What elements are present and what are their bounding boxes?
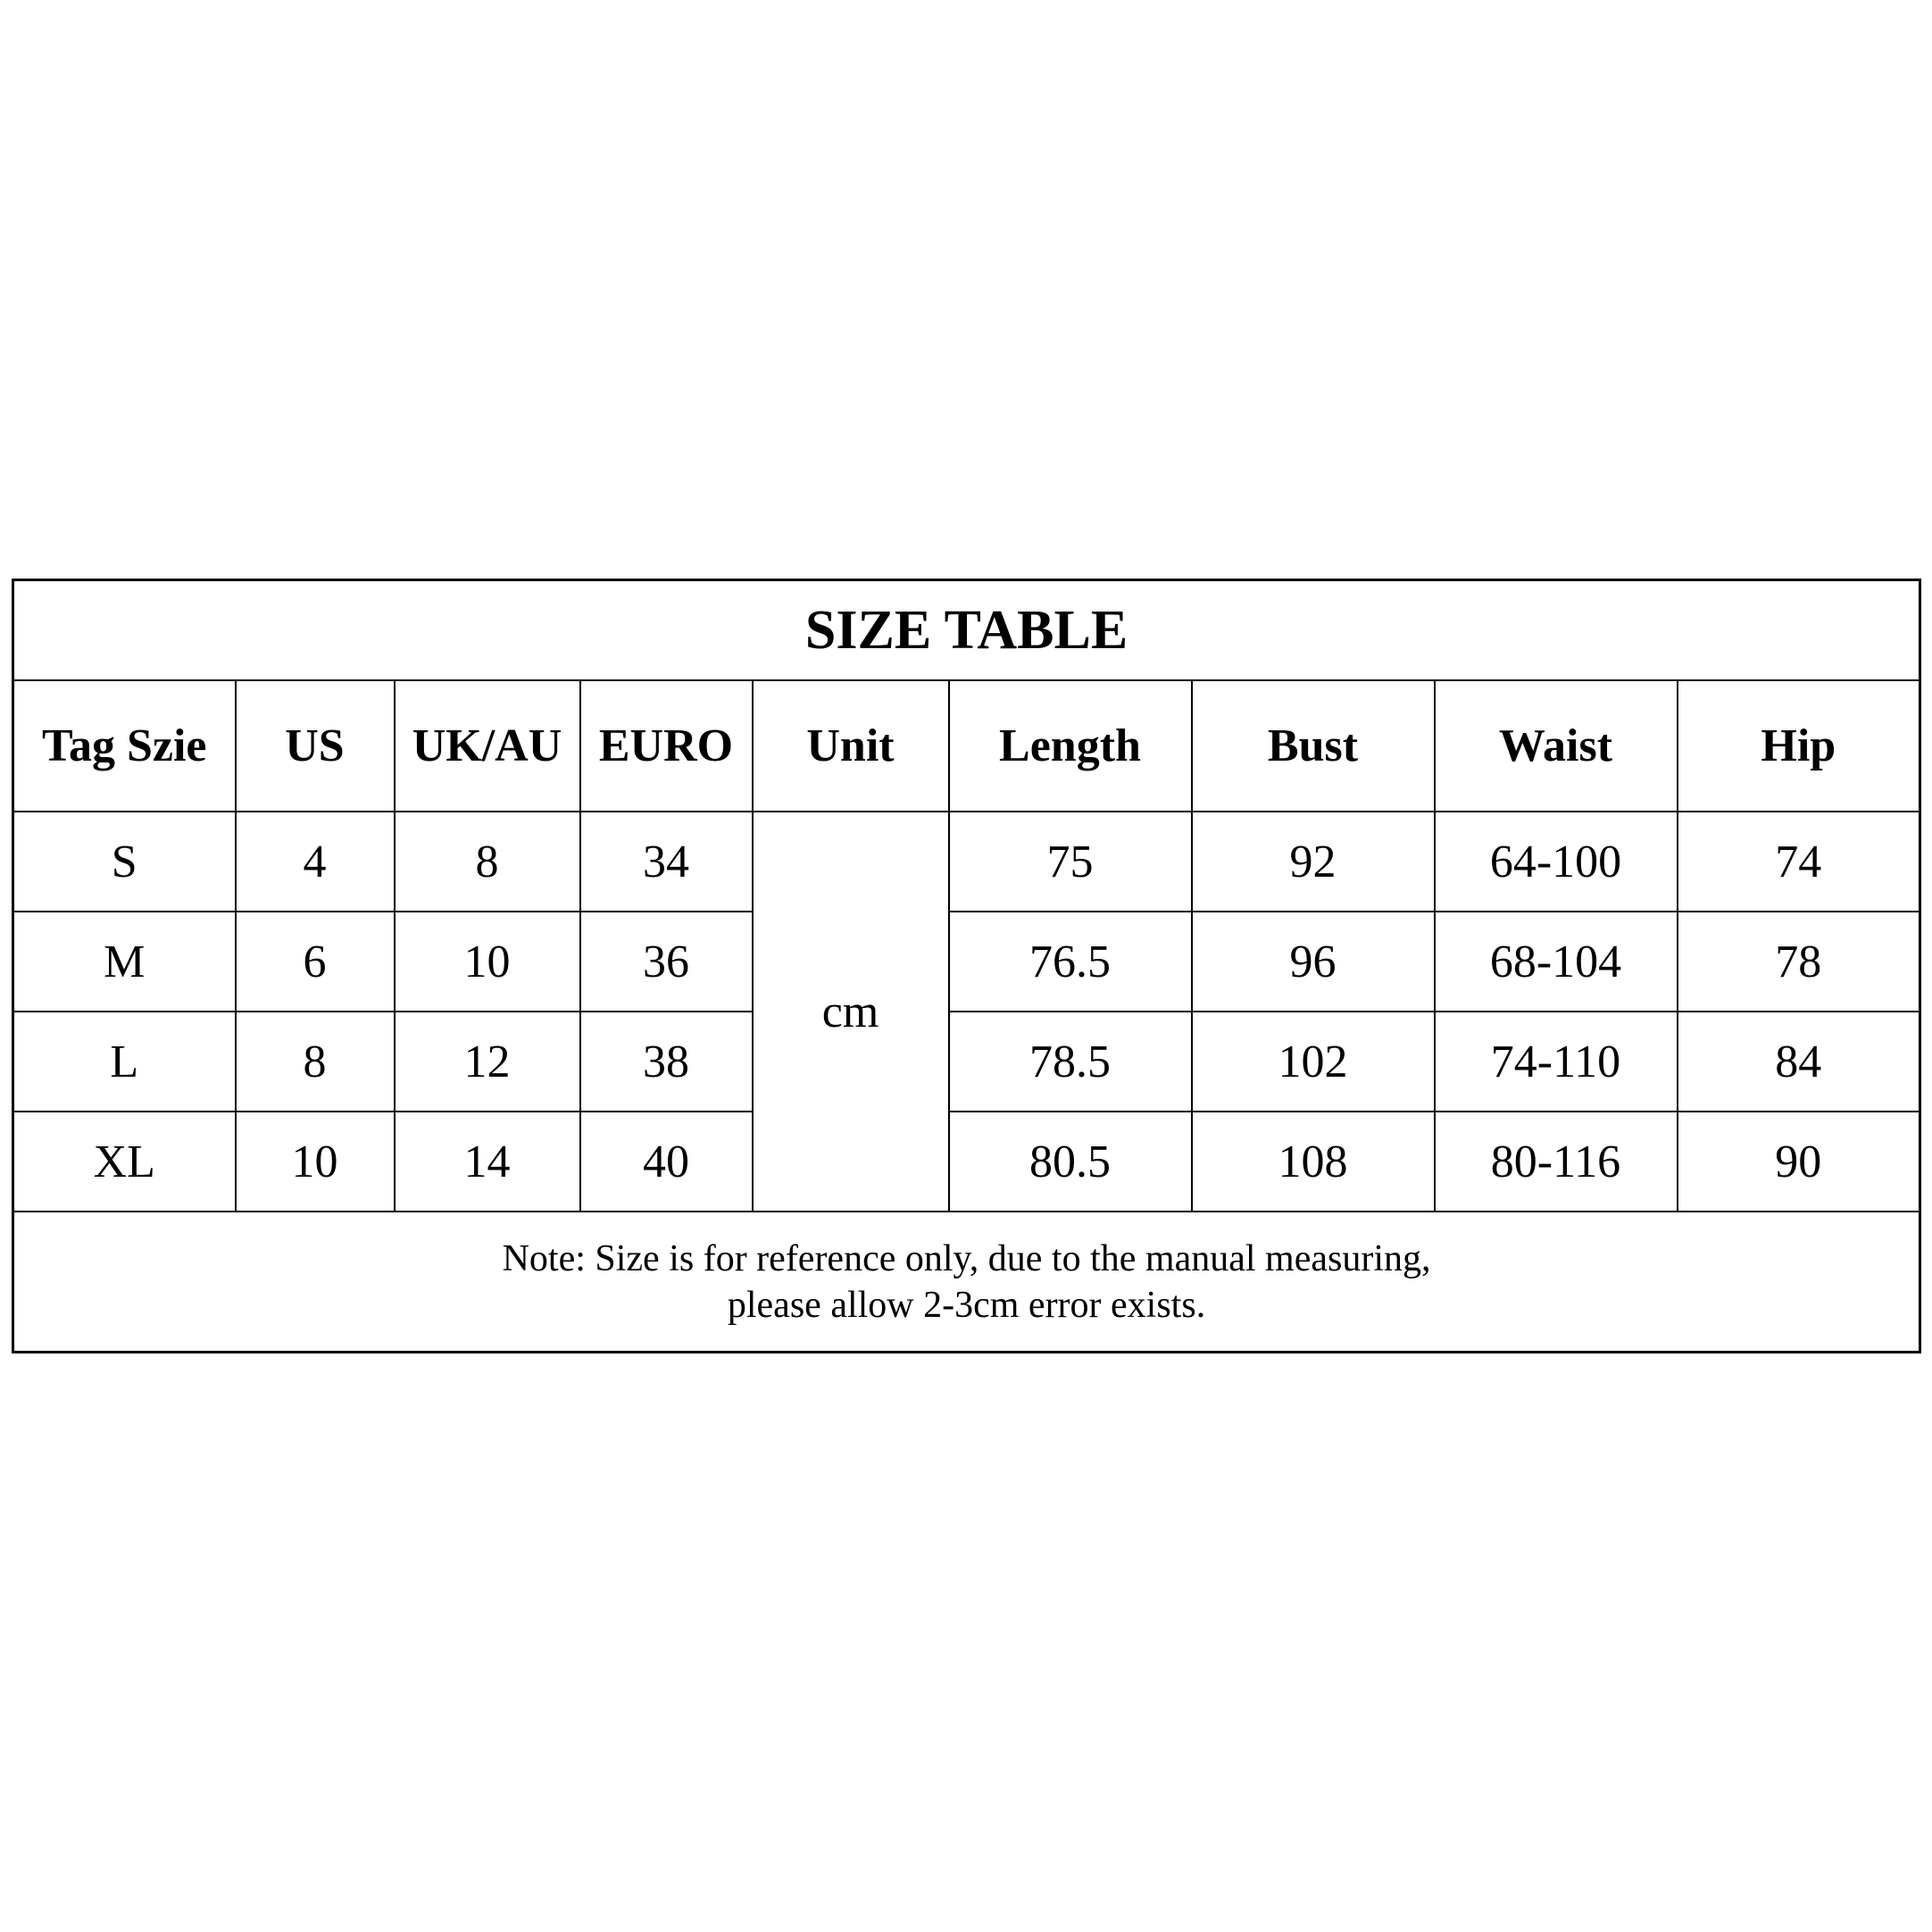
cell-tag: L bbox=[13, 1012, 236, 1112]
note-line-1: Note: Size is for reference only, due to the manual measuring, bbox=[502, 1237, 1431, 1279]
cell-us: 10 bbox=[236, 1112, 395, 1212]
cell-bust: 102 bbox=[1192, 1012, 1435, 1112]
table-row bbox=[13, 912, 1920, 1012]
header-length: Length bbox=[949, 680, 1192, 812]
cell-us: 6 bbox=[236, 912, 395, 1012]
header-row bbox=[13, 680, 1920, 812]
cell-uk-au: 8 bbox=[395, 812, 580, 912]
cell-uk-au: 12 bbox=[395, 1012, 580, 1112]
cell-euro: 40 bbox=[580, 1112, 753, 1212]
cell-tag: M bbox=[13, 912, 236, 1012]
header-waist: Waist bbox=[1435, 680, 1678, 812]
cell-length: 76.5 bbox=[949, 912, 1192, 1012]
header-us: US bbox=[236, 680, 395, 812]
note-line-2: please allow 2-3cm error exists. bbox=[727, 1284, 1206, 1326]
cell-us: 4 bbox=[236, 812, 395, 912]
cell-unit: cm bbox=[753, 812, 949, 1212]
cell-length: 75 bbox=[949, 812, 1192, 912]
table-row bbox=[13, 812, 1920, 912]
cell-euro: 38 bbox=[580, 1012, 753, 1112]
cell-waist: 64-100 bbox=[1435, 812, 1678, 912]
size-table bbox=[12, 579, 1921, 1353]
header-tag-size: Tag Szie bbox=[13, 680, 236, 812]
table-title: SIZE TABLE bbox=[13, 580, 1920, 681]
cell-bust: 92 bbox=[1192, 812, 1435, 912]
cell-tag: XL bbox=[13, 1112, 236, 1212]
cell-euro: 34 bbox=[580, 812, 753, 912]
cell-hip: 74 bbox=[1678, 812, 1920, 912]
cell-length: 80.5 bbox=[949, 1112, 1192, 1212]
header-unit: Unit bbox=[753, 680, 949, 812]
cell-waist: 68-104 bbox=[1435, 912, 1678, 1012]
table-row bbox=[13, 1012, 1920, 1112]
cell-uk-au: 10 bbox=[395, 912, 580, 1012]
header-euro: EURO bbox=[580, 680, 753, 812]
cell-euro: 36 bbox=[580, 912, 753, 1012]
header-bust: Bust bbox=[1192, 680, 1435, 812]
cell-waist: 80-116 bbox=[1435, 1112, 1678, 1212]
cell-hip: 78 bbox=[1678, 912, 1920, 1012]
header-hip: Hip bbox=[1678, 680, 1920, 812]
cell-bust: 96 bbox=[1192, 912, 1435, 1012]
cell-waist: 74-110 bbox=[1435, 1012, 1678, 1112]
table-row bbox=[13, 1112, 1920, 1212]
header-uk-au: UK/AU bbox=[395, 680, 580, 812]
cell-hip: 90 bbox=[1678, 1112, 1920, 1212]
cell-tag: S bbox=[13, 812, 236, 912]
cell-bust: 108 bbox=[1192, 1112, 1435, 1212]
cell-us: 8 bbox=[236, 1012, 395, 1112]
cell-hip: 84 bbox=[1678, 1012, 1920, 1112]
cell-length: 78.5 bbox=[949, 1012, 1192, 1112]
note bbox=[13, 1212, 1920, 1353]
cell-uk-au: 14 bbox=[395, 1112, 580, 1212]
